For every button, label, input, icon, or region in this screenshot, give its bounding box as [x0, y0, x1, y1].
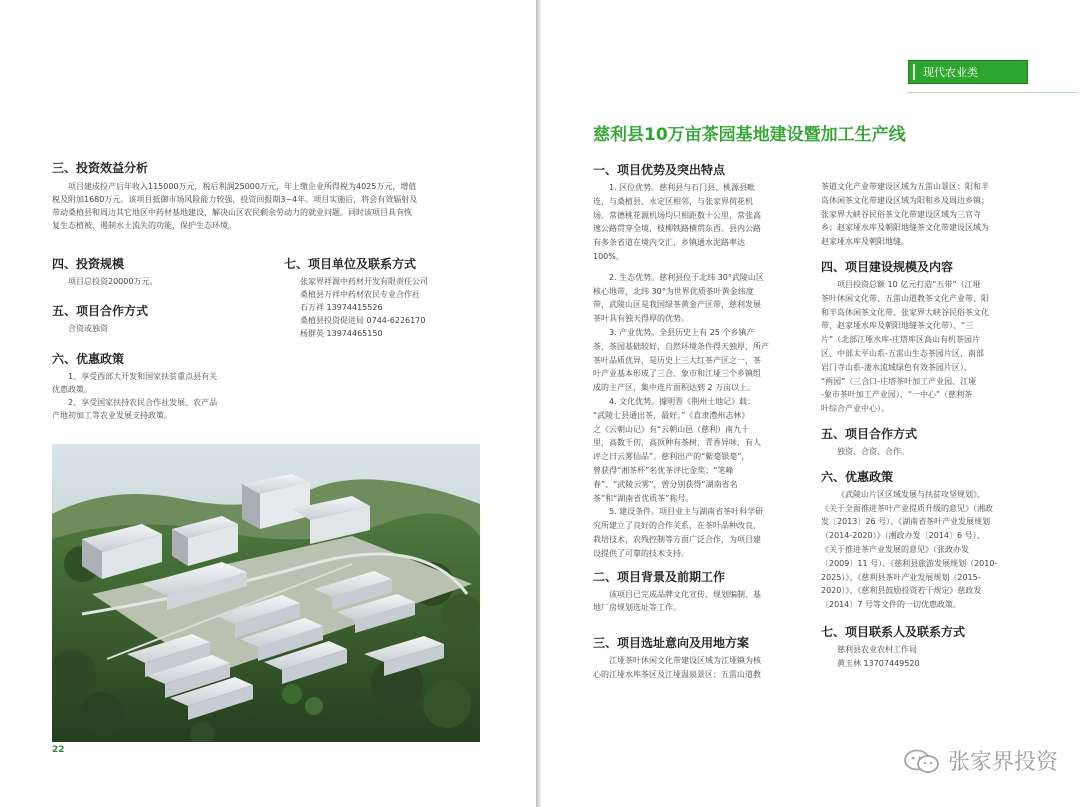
text-line: 2025）》、《慈利县茶叶产业发展规划（2015- — [821, 572, 981, 582]
section-heading: 七、项目单位及联系方式 — [284, 257, 417, 271]
text-line: 带、赵家垭水库及朝阳地缝茶文化带）、“三 — [821, 321, 974, 331]
text-line: 《关于全面推进茶叶产业提质升级的意见》（湘政 — [821, 503, 993, 513]
section-heading: 五、项目合作方式 — [52, 304, 149, 318]
text-line: 项目投资总额 10 亿元打造“五带”（江垭 — [837, 279, 981, 289]
text-line: 项目建成投产后年收入115000万元，税后利润25000万元，年上缴企业所得税为4025万元，增值 — [68, 182, 417, 191]
paragraph-spacer — [821, 612, 1049, 624]
text-line: 带动桑植县和周边其它地区中药材基地建设，解决山区农民剩余劳动力的就业问题。同时该项目具有恢 — [52, 208, 412, 217]
text-line: 和半岛休闲茶文化带、张家界大峡谷民俗茶文化 — [821, 307, 989, 317]
section-heading: 三、项目选址意向及用地方案 — [593, 636, 750, 651]
section-body — [52, 275, 262, 288]
paragraph-spacer — [821, 459, 1049, 469]
right-column-1 — [593, 162, 813, 682]
contact-company: 张家界祥源中药材开发有限责任公司 — [300, 277, 428, 286]
text-line: 产地初加工等农业发展支持政策。 — [52, 411, 172, 420]
contact-cooperative: 桑植县万祥中药材农民专业合作社 — [300, 290, 420, 299]
text-line: 茶道文化产业带建设区域为五雷山景区；阳和半 — [821, 182, 989, 191]
text-line: 茶叶具有独天得厚的优势。 — [593, 314, 689, 324]
text-line: 春”、“武陵云雾”，曾分别获得“湖南省名 — [593, 479, 738, 489]
text-line: 独资、合资、合作。 — [837, 446, 909, 456]
text-line: 有多条省道在境内交汇，乡镇通水泥路率达 — [593, 238, 745, 248]
text-line: “两园”（三合口-庄塔茶叶加工产业园、江垭 — [821, 376, 977, 386]
text-line: 《关于推进茶产业发展的意见》（张政办发 — [821, 544, 969, 554]
right-column-2 — [821, 180, 1049, 671]
banner-accent — [913, 64, 915, 80]
section-body — [52, 322, 262, 335]
text-line: 设提供了可靠的技术支持。 — [593, 548, 689, 558]
section-preferential-policy — [52, 351, 267, 422]
category-banner — [908, 60, 1028, 84]
text-line: 究所建立了良好的合作关系，在茶叶品种改良， — [593, 521, 761, 531]
contact-person: 杨群英 13974465150 — [300, 329, 383, 338]
paragraph-spacer — [821, 249, 1049, 259]
text-line: 2、享受国家扶持农民合作社发展、农产品 — [68, 398, 218, 407]
text-line: 复生态植被、遏制水土流失的功能，保护生态环境。 — [52, 221, 236, 230]
text-line: 项目总投资20000万元。 — [68, 277, 158, 286]
text-line: 茶”和“湖南省优质茶”称号。 — [593, 493, 694, 503]
wechat-watermark — [902, 745, 1058, 776]
text-line: 评之曰云雾仙品”。慈利出产的“紫毫银毫”， — [593, 452, 750, 462]
text-line: 优惠政策。 — [52, 385, 92, 394]
paragraph-spacer — [821, 416, 1049, 426]
aerial-rendering-drawing — [52, 444, 480, 742]
text-line: 发〔2013〕26 号）、《湖南省茶叶产业发展规划 — [821, 517, 991, 527]
text-line: 2. 生态优势。慈利县位于北纬 30°武陵山区 — [609, 272, 764, 282]
text-line: 区、中部太平山系-五雷山生态茶园片区、南部 — [821, 348, 984, 358]
text-line: 栽培技术，农残控制等方面广泛合作，为项目建 — [593, 534, 761, 544]
text-line: 速公路贯穿全境，枝柳铁路横贯东西。县内公路 — [593, 224, 761, 234]
section-contact — [284, 256, 494, 340]
text-line: 赵家垭水库及朝阳地缝。 — [821, 237, 909, 247]
text-line: 〔2009〕11 号）、《慈利县旅游发展规划（2010- — [821, 558, 998, 568]
section-heading: 二、项目背景及前期工作 — [593, 569, 726, 584]
page-number: 22 — [52, 745, 65, 755]
text-line: 慈利县农业农村工作局 — [837, 644, 917, 654]
text-line: 3. 产业优势。全县历史上有 25 个乡镇产 — [609, 327, 755, 337]
text-line: 〔2014〕7 号等文件的一切优惠政策。 — [821, 600, 961, 610]
contact-person: 石万祥 13974415526 — [300, 303, 383, 312]
text-line: 心的江垭水库茶区及江垭温泉景区；五雷山道教 — [593, 669, 761, 679]
paragraph-spacer — [593, 264, 813, 271]
text-line: 5. 建设条件。项目业主与湖南省茶叶科学研 — [609, 507, 764, 517]
text-line: 岩门寺山系-溇水流域绿色有效茶园片区）、 — [821, 362, 972, 372]
text-line: 成的主产区，集中连片面积达到 2 万亩以上。 — [593, 383, 756, 393]
text-line: 4. 文化优势。據明晋《荆州土地记》载： — [609, 396, 756, 406]
text-line: 乡；赵家垭水库及朝阳地缝茶文化带建设区域为 — [821, 223, 989, 233]
text-line: 茶，茶园基础较好，自然环境条件得天独厚，所产 — [593, 341, 769, 351]
text-line: 连，与桑植县、永定区相邻，与张家界荷花机 — [593, 196, 753, 206]
text-line: 岛休闲茶文化带建设区域为阳和乡及周边乡镇； — [821, 195, 989, 205]
text-line: -象市茶叶加工产业园）、“一中心”（慈利茶 — [821, 390, 973, 400]
section-heading: 七、项目联系人及联系方式 — [821, 624, 966, 639]
text-line: 曾获得“湘茶杯”名优茶评比金奖；“笔峰 — [593, 465, 734, 475]
text-line: 叶产业基本形成了三合、象市和江垭三个乡镇组 — [593, 369, 761, 379]
left-page — [0, 0, 536, 807]
text-line: 茶叶休闲文化带、五雷山道教茶文化产业带、阳 — [821, 293, 989, 303]
category-label: 现代农业类 — [923, 66, 978, 79]
text-line: 合资或独资 — [68, 324, 108, 333]
text-line: 1. 区位优势。慈利县与石门县、桃源县毗 — [609, 183, 756, 192]
text-line: （2014-2020）》（湘政办发〔2014〕6 号）、 — [821, 531, 985, 541]
text-line: 该项目已完成品牌文化宣传、规划编制、基 — [609, 589, 761, 599]
text-line: 里，高数千仞，高顶种有茶树，青香异味，有人 — [593, 438, 761, 448]
aerial-rendering-image — [52, 444, 480, 742]
text-line: 茶叶品质优异，是历史上三大红茶产区之一，茶 — [593, 355, 761, 365]
text-line: 片”（北部江垭水库-庄塔库区高山有机茶园片 — [821, 335, 981, 345]
wechat-icon — [902, 748, 942, 774]
section-investment-scale — [52, 256, 262, 288]
section-body — [52, 370, 267, 422]
text-line: 叶综合产业中心）。 — [821, 404, 889, 414]
section-body — [52, 180, 492, 232]
section-investment-benefit — [52, 160, 492, 232]
text-line: 江垭茶叶休闲文化带建设区域为江垭镇为核 — [609, 656, 761, 666]
text-line: 张家界大峡谷民俗茶文化带建设区域为三官寺 — [821, 209, 981, 219]
section-heading: 四、投资规模 — [52, 257, 125, 271]
text-line: 2020）》、《慈利县鼓励投资若干规定》慈政发 — [821, 586, 982, 596]
contact-bureau: 桑植县投资促进局 0744-6226170 — [300, 316, 426, 325]
section-heading: 六、优惠政策 — [821, 469, 894, 484]
section-heading: 五、项目合作方式 — [821, 426, 918, 441]
section-body — [284, 275, 494, 340]
text-line: 黄玉林 13707449520 — [837, 658, 920, 668]
paragraph-spacer — [593, 615, 813, 635]
right-page — [541, 0, 1080, 807]
text-line: 1、享受西部大开发和国家扶贫重点县有关 — [68, 372, 218, 381]
text-line: 税及附加1680万元。该项目抵御市场风险能力较强，投资回报期3~4年。项目实施后，将会有效辐射及 — [52, 195, 418, 204]
text-line: 《武陵山片区区域发展与扶贫攻坚规划》、 — [837, 489, 985, 499]
text-line: “武陵七县通出茶，最好。”《直隶澧州志林》 — [593, 410, 750, 420]
text-line: 带，武陵山区是我国绿茶黄金产区带，慈利发展 — [593, 300, 761, 310]
text-line: 场、常德桃花源机场均只相距数十公里，常张高 — [593, 210, 761, 220]
watermark-text: 张家界投资 — [947, 750, 1058, 775]
paragraph-spacer — [593, 561, 813, 569]
section-heading: 三、投资效益分析 — [52, 161, 149, 175]
text-line: 地厂房规划选址等工作。 — [593, 603, 681, 613]
header-rule — [908, 92, 1078, 93]
text-line: 核心地带，北纬 30°为世界优质茶叶黄金纬度 — [593, 286, 754, 296]
section-cooperation — [52, 303, 262, 335]
text-line: 100%。 — [593, 251, 624, 261]
section-heading: 六、优惠政策 — [52, 352, 125, 366]
text-line: 之《云朝山记》有“云朝山邑（慈利）南九十 — [593, 424, 750, 434]
section-heading: 四、项目建设规模及内容 — [821, 259, 954, 274]
project-title: 慈利县10万亩茶园基地建设暨加工生产线 — [593, 125, 906, 145]
section-heading: 一、项目优势及突出特点 — [593, 163, 726, 177]
